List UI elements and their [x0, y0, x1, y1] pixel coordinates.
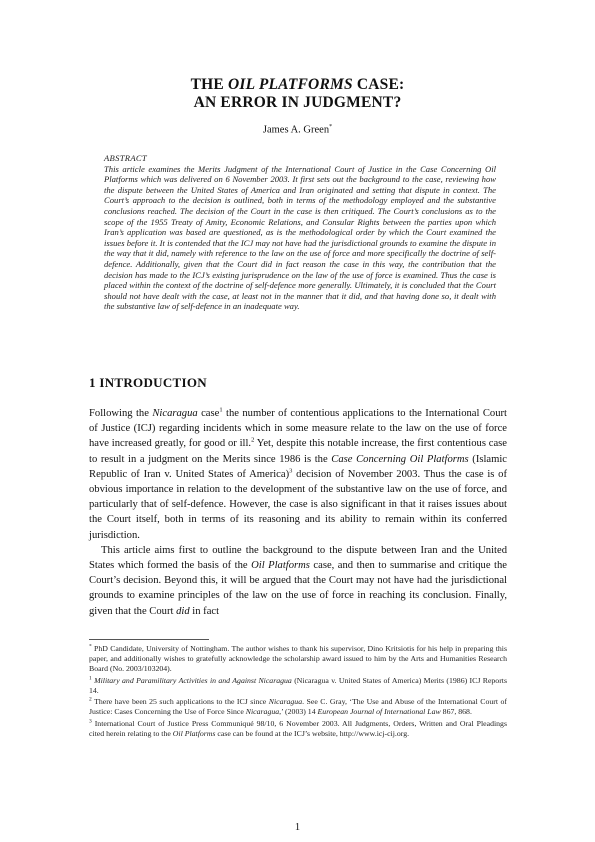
footnote-ref-1[interactable]: 1 [219, 406, 223, 414]
footnote-star: * PhD Candidate, University of Nottingham. The author wishes to thank his supervisor, Dino Kritsiotis for his help in preparing this paper, and additionally wishes to gratefully acknowledge the scholarship award issued to him by the Arts and Humanities Research Board (No. 2003/103204). [89, 643, 507, 673]
footnotes [89, 644, 507, 740]
body-paragraph-1: Following the Nicaragua case$^1$ the number of contentious applications to the International Court of Justice (ICJ) regarding incidents which in some measure relate to the law on the use of force have increased greatly, for good or ill.$^2$ Yet, despite this notable increase, the first contentious case to result in a judgment on the Merits since 1986 is the Case Concerning Oil Platforms (Islamic Republic of Iran v. United States of America)$^3$ decision of November 2003. Thus the case is of obvious importance in relation to the development of the substantive law on the use of force, and particularly that of self-defence. However, the case is also significant in that it raises issues about the Court itself, both in terms of its reasoning and its ability to remain within its conferred jurisdiction. [89, 406, 508, 541]
article-title [0, 76, 595, 112]
author-name: James A. Green [262, 124, 330, 136]
title-line-1: THE OIL PLATFORMS CASE: [190, 76, 405, 93]
author-footnote-mark: * [329, 124, 333, 130]
author-line [0, 124, 595, 136]
footnote-ref-2[interactable]: 2 [251, 436, 255, 444]
abstract [104, 153, 496, 312]
page-number: 1 [294, 822, 301, 833]
section-heading: 1 INTRODUCTION [89, 375, 207, 390]
body-text [89, 406, 507, 619]
abstract-text: This article examines the Merits Judgment of the International Court of Justice in the Case Concerning Oil Platforms which was delivered on 6 November 2003. It first sets out the background to the case, reviewing how the dispute between the United States of America and Iran originated and setting that dispute in context. The Court’s approach to the decision is outlined, both in terms of the methodology employed and the substantive conclusions reached. The decision of the Court in the case is then critiqued. The Court’s conclusions as to the scope of the 1955 Treaty of Amity, Economic Relations, and Consular Rights between the parties upon which Iran’s application was based are questioned, as is the methodological order by which the Court examined the issues before it. It is contended that the ICJ may not have had the jurisdictional grounds to examine the dispute in the way that it did, namely with reference to the law on the use of force and more specifically the doctrine of self-defence. Additionally, given that the Court did in fact reason the case in this way, the contribution that the decision has made to the ICJ’s existing jurisprudence on the law of the use of force is examined. Thus the case is placed within the context of the doctrine of self-defence more generally. Ultimately, it is concluded that the Court should not have dealt with the case, at least not in the manner that it did, and that having done so, it dealt with the substantive law of self-defence in an inadequate way. [104, 163, 496, 312]
title-line-2: AN ERROR IN JUDGMENT? [193, 94, 402, 111]
footnote-3: $^3$ International Court of Justice Press Communiqué 98/10, 6 November 2003. All Judgments, Orders, Written and Oral Pleadings cited herein relating to the Oil Platforms case can be found at the ICJ’s website, http://www.icj-cij.org. [89, 717, 507, 738]
footnote-2: $^2$ There have been 25 such applications to the ICJ since Nicaragua. See C. Gray, ‘The Use and Abuse of the International Court of Justice: Cases Concerning the Use of Force Since Nicaragua,’ (2003) 14 European Journal of International Law 867, 868. [89, 696, 507, 716]
abstract-heading: ABSTRACT [104, 153, 147, 163]
body-paragraph-2: This article aims first to outline the background to the dispute between Iran and the United States which formed the basis of the Oil Platforms case, and then to summarise and critique the Court’s decision. Beyond this, it will be argued that the Court may not have had the jurisdictional grounds to examine principles of the law on the use of force in reaching its conclusion. Finally, given that the Court did in fact [89, 544, 507, 617]
footnote-1: $^1$ Military and Paramilitary Activities in and Against Nicaragua (Nicaragua v. United States of America) Merits (1986) ICJ Reports 14. [89, 674, 507, 695]
footnote-ref-3[interactable]: 3 [289, 467, 293, 475]
footnote-divider [89, 639, 209, 640]
